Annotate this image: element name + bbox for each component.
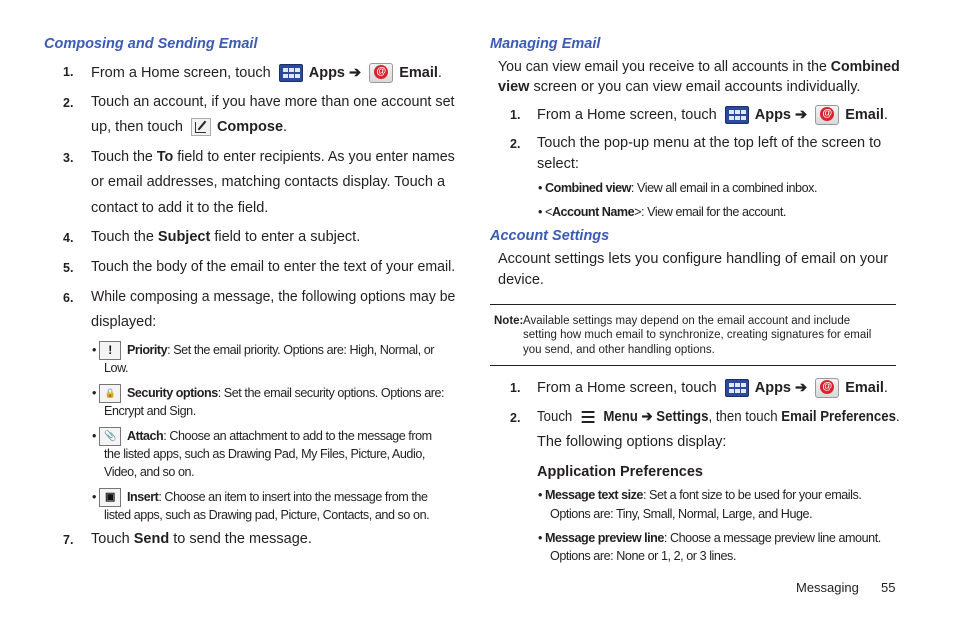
bullet-desc: >: View email for the account.	[634, 205, 786, 219]
compose-icon	[191, 118, 211, 136]
bullet: •	[92, 386, 96, 400]
account-step-2-line-1	[537, 408, 900, 426]
option-desc-cont: Encrypt and Sign.	[104, 404, 196, 418]
lock-icon: 🔒	[99, 384, 121, 403]
period: .	[437, 64, 442, 81]
application-preferences-heading: Application Preferences	[537, 464, 703, 480]
step-text: From a Home screen, touch	[537, 106, 717, 123]
step-text: up, then touch	[91, 119, 183, 135]
step-2-line-2	[91, 118, 287, 136]
bullet-desc: : Choose a message preview line amount.	[663, 531, 881, 545]
step-text: Touch the	[91, 229, 154, 245]
arrow: ➔	[641, 409, 653, 425]
step-text: From a Home screen, touch	[537, 379, 717, 396]
email-label: Email	[399, 64, 438, 81]
combined-label: Combined	[830, 59, 900, 75]
bullet-desc: : View all email in a combined inbox.	[630, 181, 818, 195]
note-line-3: you send, and other handling options.	[523, 344, 715, 356]
note-label: Note:	[494, 315, 524, 327]
menu-label: Menu	[603, 409, 638, 425]
option-term: Security options	[127, 386, 218, 400]
email-icon	[369, 63, 393, 83]
step-3-line-3: contact to add it to the field.	[91, 200, 269, 216]
option-desc-cont: listed apps, such as Drawing pad, Picture, Contacts, and so on.	[104, 508, 430, 522]
apps-label: Apps	[754, 106, 791, 123]
bullet: •	[538, 181, 542, 195]
apps-label: Apps	[754, 379, 791, 396]
intro-text: You can view email you receive to all accounts in the	[498, 59, 827, 75]
apps-icon	[279, 64, 303, 82]
paperclip-icon: 📎	[99, 427, 121, 446]
compose-label: Compose	[216, 119, 284, 135]
bullet: •	[92, 490, 96, 504]
step-number: 3.	[63, 151, 74, 165]
bullet-desc: : Set a font size to be used for your emails.	[642, 488, 862, 502]
note-line-2: setting how much email to synchronize, creating signatures for email	[523, 329, 872, 341]
step-number: 2.	[510, 411, 521, 425]
note-line-1: Available settings may depend on the email account and include	[523, 315, 851, 327]
period: .	[283, 119, 288, 135]
bullet-term: Message preview line	[545, 531, 664, 545]
bullet-account-name	[538, 203, 786, 221]
option-desc: : Choose an attachment to add to the message from	[163, 429, 432, 443]
option-security	[92, 384, 444, 403]
bullet-term: Account Name	[551, 205, 635, 219]
managing-intro-line-1	[498, 58, 900, 76]
step-number: 5.	[63, 261, 74, 275]
option-term: Attach	[127, 429, 164, 443]
bullet-combined-view	[538, 179, 817, 197]
period: .	[883, 106, 888, 123]
managing-step-2-line-1: Touch the pop-up menu at the top left of the screen to	[537, 135, 882, 151]
option-attach	[92, 427, 432, 446]
view-label: view	[498, 79, 530, 95]
account-step-2-line-2: The following options display:	[537, 434, 727, 450]
step-text: field to enter a subject.	[214, 229, 361, 245]
footer-section-name: Messaging	[796, 580, 859, 595]
bullet: •	[538, 205, 542, 219]
bullet-message-text-size	[538, 486, 861, 504]
email-icon	[815, 378, 839, 398]
step-2-line-1: Touch an account, if you have more than one account set	[91, 94, 455, 110]
account-settings-intro-2: device.	[498, 272, 544, 288]
bracket: <	[545, 205, 552, 219]
option-desc: : Set the email security options. Options are:	[217, 386, 445, 400]
step-number: 1.	[510, 108, 521, 122]
period: .	[883, 379, 888, 396]
account-step-1	[537, 378, 888, 398]
priority-icon: !	[99, 341, 121, 360]
section-heading-account-settings: Account Settings	[490, 228, 610, 244]
settings-label: Settings	[656, 409, 709, 425]
step-number: 1.	[510, 381, 521, 395]
period: .	[895, 409, 900, 425]
arrow: ➔	[795, 379, 808, 396]
step-1-text	[91, 63, 442, 83]
image-icon: ▣	[99, 488, 121, 507]
step-6-line-2: displayed:	[91, 314, 157, 330]
bullet: •	[538, 531, 542, 545]
step-3-line-1	[91, 148, 455, 166]
option-term: Insert	[127, 490, 159, 504]
step-number: 4.	[63, 231, 74, 245]
step-3-line-2: or email addresses, matching contacts display. Touch a	[91, 174, 446, 190]
step-text: , then touch	[708, 409, 778, 425]
step-7-text	[91, 530, 312, 548]
managing-step-2-line-2: select:	[537, 156, 579, 172]
option-insert	[92, 488, 428, 507]
bullet-desc-cont: Options are: Tiny, Small, Normal, Large, and Huge.	[550, 507, 813, 521]
note-bottom-rule	[490, 365, 896, 366]
bullet-message-preview-line	[538, 529, 881, 547]
step-text: From a Home screen, touch	[91, 64, 271, 81]
bullet: •	[92, 429, 96, 443]
apps-icon	[725, 379, 749, 397]
option-desc-cont: Low.	[104, 361, 129, 375]
managing-intro-line-2	[498, 78, 860, 96]
page-number: 55	[881, 580, 896, 595]
note-top-rule	[490, 304, 896, 305]
arrow: ➔	[795, 106, 808, 123]
option-desc: : Set the email priority. Options are: High, Normal, or	[167, 343, 435, 357]
bullet: •	[92, 343, 96, 357]
bullet-term: Message text size	[545, 488, 643, 502]
account-settings-intro-1: Account settings lets you configure handling of email on your	[498, 251, 889, 267]
step-4-text	[91, 228, 360, 246]
option-term: Priority	[127, 343, 168, 357]
bullet-desc-cont: Options are: None or 1, 2, or 3 lines.	[550, 549, 736, 563]
subject-label: Subject	[157, 229, 211, 245]
option-desc-cont: the listed apps, such as Drawing Pad, My Files, Picture, Audio,	[104, 447, 425, 461]
arrow: ➔	[349, 64, 362, 81]
email-icon	[815, 105, 839, 125]
managing-step-1	[537, 105, 888, 125]
email-label: Email	[845, 379, 884, 396]
bullet: •	[538, 488, 542, 502]
send-label: Send	[133, 531, 170, 547]
intro-text: screen or you can view email accounts individually.	[533, 79, 861, 95]
step-number: 7.	[63, 533, 74, 547]
step-text: Touch	[91, 531, 130, 547]
step-text: Touch the	[91, 149, 153, 165]
step-text: field to enter recipients. As you enter names	[177, 149, 455, 165]
step-text: to send the message.	[173, 531, 312, 547]
step-number: 6.	[63, 291, 74, 305]
step-text: Touch	[537, 409, 573, 425]
to-label: To	[156, 149, 174, 165]
menu-icon	[580, 408, 598, 426]
step-number: 2.	[63, 96, 74, 110]
option-desc: : Choose an item to insert into the message from the	[158, 490, 428, 504]
email-label: Email	[845, 106, 884, 123]
section-heading-managing: Managing Email	[490, 36, 601, 52]
email-preferences-label: Email Preferences	[781, 409, 896, 425]
step-5-text: Touch the body of the email to enter the text of your email.	[91, 259, 456, 275]
bullet-term: Combined view	[545, 181, 631, 195]
option-desc-cont: Video, and so on.	[104, 465, 195, 479]
apps-icon	[725, 106, 749, 124]
section-heading-composing: Composing and Sending Email	[44, 36, 258, 52]
apps-label: Apps	[308, 64, 345, 81]
option-priority	[92, 341, 434, 360]
step-number: 1.	[63, 65, 74, 79]
step-number: 2.	[510, 137, 521, 151]
step-6-line-1: While composing a message, the following options may be	[91, 289, 456, 305]
